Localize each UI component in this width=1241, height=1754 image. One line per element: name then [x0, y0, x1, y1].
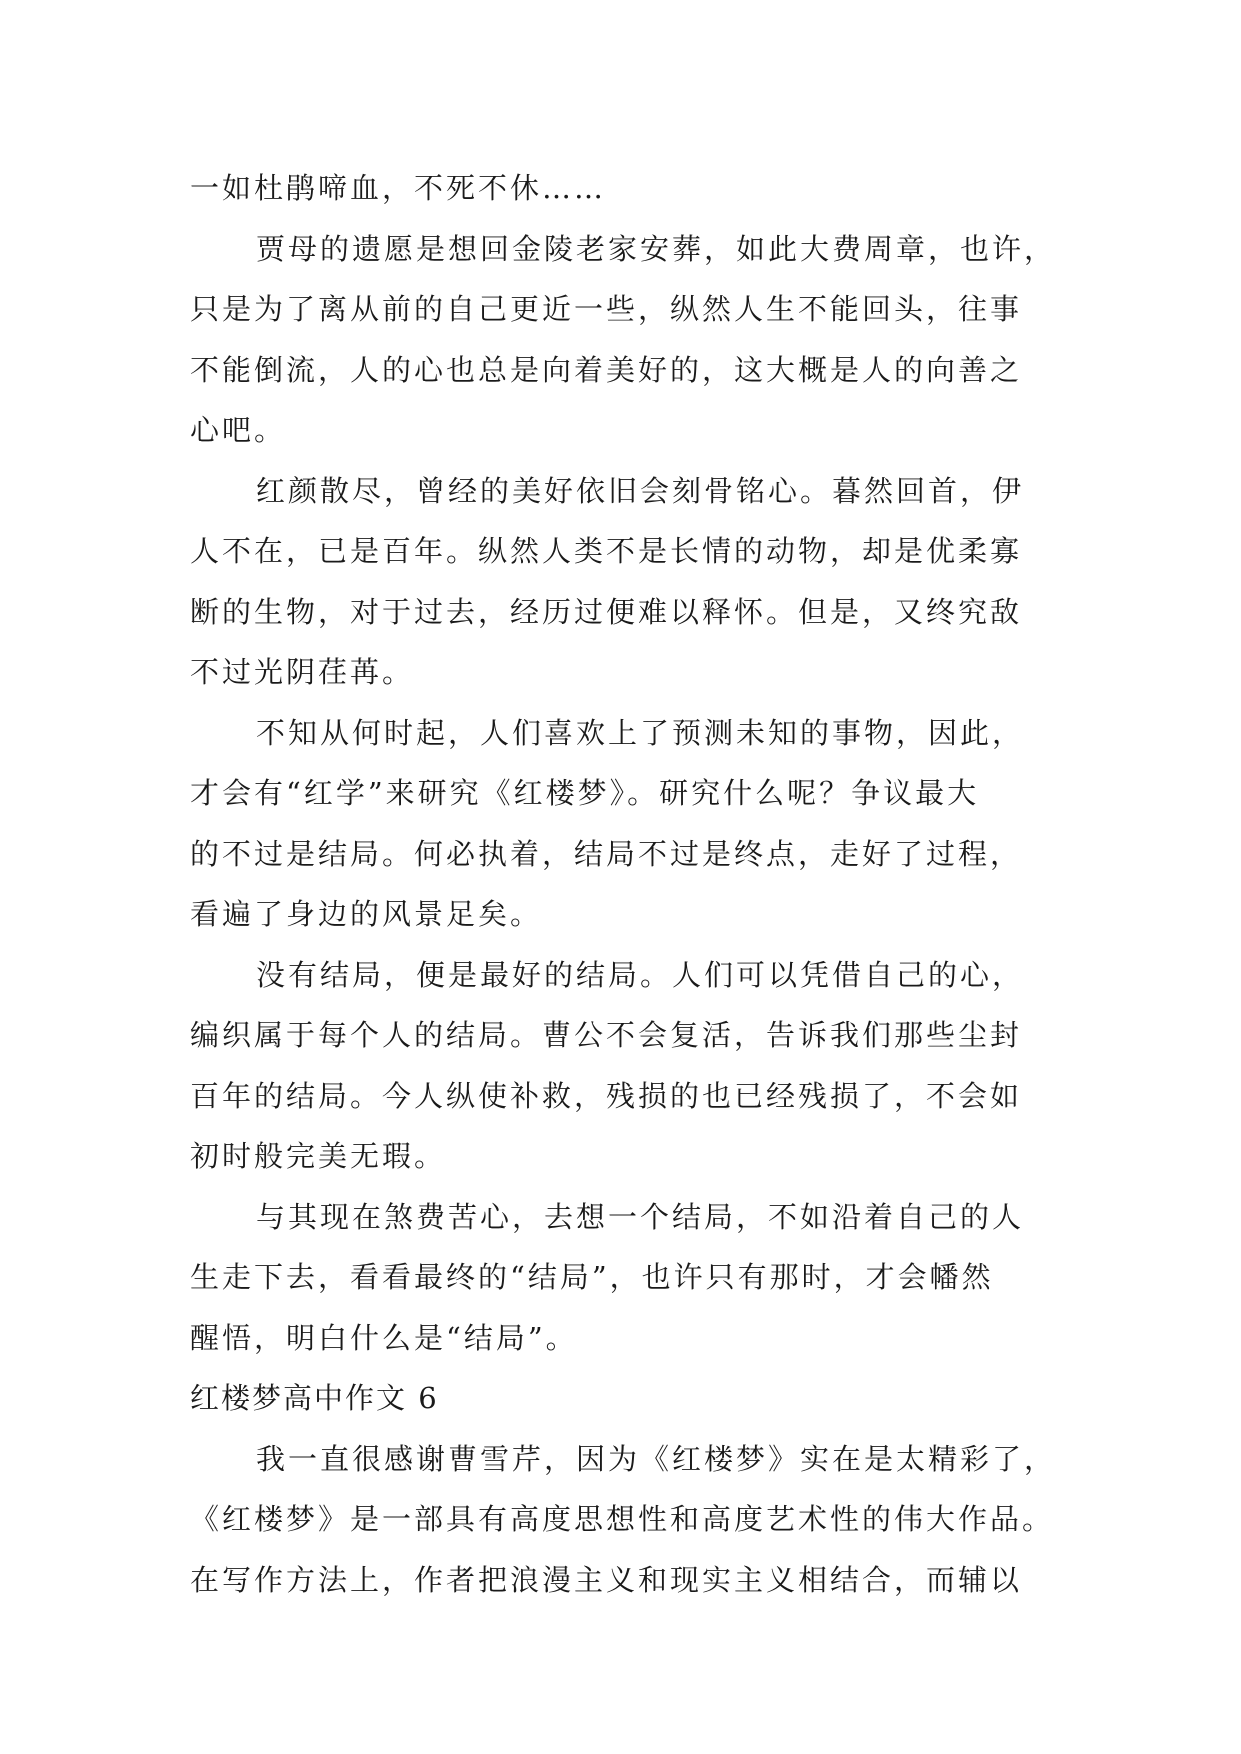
text-line: 红颜散尽，曾经的美好依旧会刻骨铭心。暮然回首，伊 [256, 473, 1025, 508]
text-line: 一如杜鹃啼血，不死不休…… [190, 171, 607, 205]
text-line: 生走下去，看看最终的“结局”，也许只有那时，才会幡然 [190, 1260, 994, 1294]
section-heading: 红楼梦高中作文 6 [190, 1381, 439, 1415]
text-line: 贾母的遗愿是想回金陵老家安葬，如此大费周章，也许， [256, 231, 1057, 266]
text-line: 不知从何时起，人们喜欢上了预测未知的事物，因此， [256, 715, 1025, 750]
text-line: 与其现在煞费苦心，去想一个结局，不如沿着自己的人 [256, 1199, 1025, 1234]
text-line: 看遍了身边的风景足矣。 [190, 897, 543, 931]
document-body [190, 158, 1070, 1610]
text-line: 心吧。 [190, 413, 287, 447]
text-line: 《红楼梦》是一部具有高度思想性和高度艺术性的伟大作品。 [190, 1502, 1055, 1536]
text-line: 编织属于每个人的结局。曹公不会复活，告诉我们那些尘封 [190, 1018, 1023, 1052]
text-line: 醒悟，明白什么是“结局”。 [190, 1320, 578, 1355]
text-line: 只是为了离从前的自己更近一些，纵然人生不能回头，往事 [190, 292, 1023, 326]
text-line: 断的生物，对于过去，经历过便难以释怀。但是，又终究敌 [190, 594, 1023, 629]
text-line: 的不过是结局。何必执着，结局不过是终点，走好了过程， [190, 836, 1023, 871]
text-line: 百年的结局。今人纵使补救，残损的也已经残损了，不会如 [190, 1078, 1023, 1113]
text-line: 才会有“红学”来研究《红楼梦》。研究什么呢？争议最大 [190, 776, 980, 810]
text-line: 我一直很感谢曹雪芹，因为《红楼梦》实在是太精彩了， [256, 1441, 1057, 1476]
text-line: 在写作方法上，作者把浪漫主义和现实主义相结合，而辅以 [190, 1562, 1023, 1597]
text-line: 没有结局，便是最好的结局。人们可以凭借自己的心， [256, 957, 1025, 992]
text-line: 不过光阴荏苒。 [190, 655, 415, 689]
text-line: 初时般完美无瑕。 [190, 1139, 447, 1173]
text-line: 人不在，已是百年。纵然人类不是长情的动物，却是优柔寡 [190, 534, 1023, 568]
text-line: 不能倒流，人的心也总是向着美好的，这大概是人的向善之 [190, 352, 1023, 387]
